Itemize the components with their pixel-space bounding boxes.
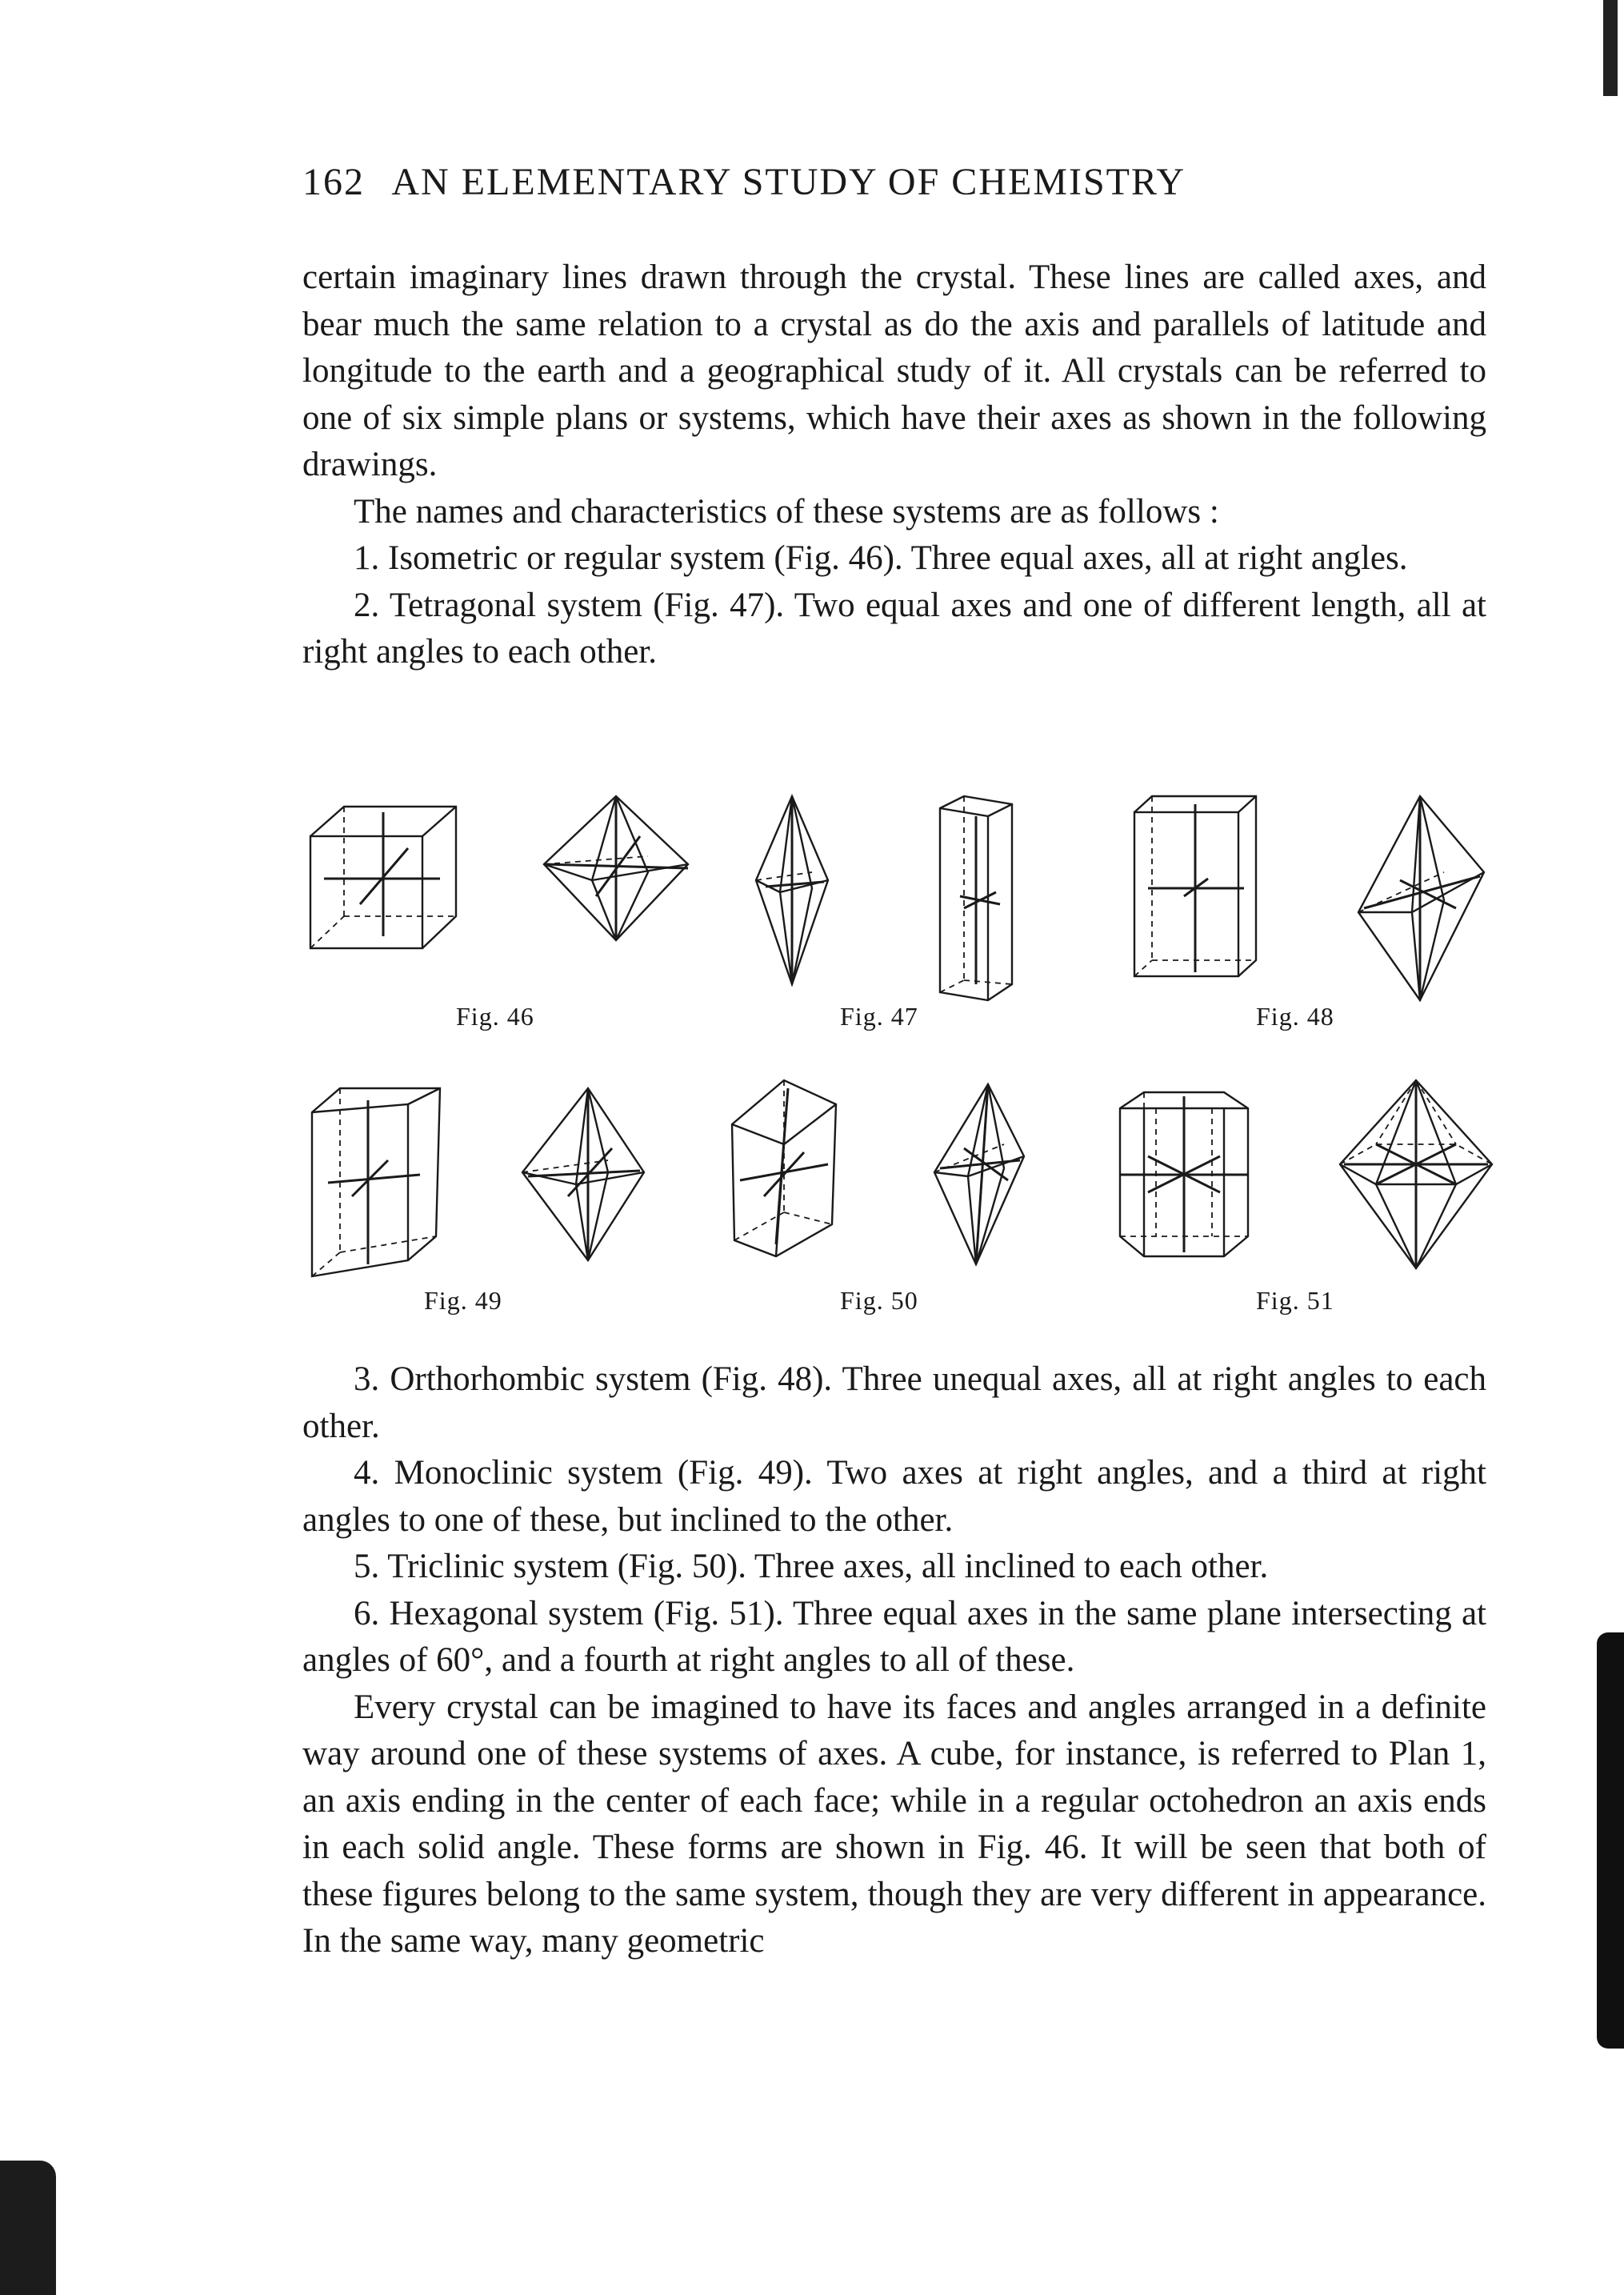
figure-row-1 [296, 792, 1496, 1040]
figure-caption: Fig. 48 [1256, 1002, 1334, 1031]
running-title: AN ELEMENTARY STUDY OF CHEMISTRY [391, 161, 1186, 203]
triclinic-prism-figure [728, 1076, 840, 1268]
triclinic-bipyramid-figure [928, 1080, 1032, 1272]
paragraph: 2. Tetragonal system (Fig. 47). Two equal axes and one of different length, all at right angles to each other. [302, 586, 1486, 671]
orthorhombic-bipyramid-figure [1352, 792, 1488, 1008]
paragraph: 5. Triclinic system (Fig. 50). Three axes, all inclined to each other. [354, 1548, 1269, 1585]
figure-caption: Fig. 50 [840, 1286, 918, 1315]
monoclinic-prism-figure [308, 1080, 448, 1280]
tetragonal-bipyramid-figure [748, 792, 844, 992]
paragraph: The names and characteristics of these systems are as follows : [354, 492, 1219, 531]
paragraph: Every crystal can be imagined to have its faces and angles arranged in a definite way around one of these systems of axes. A cube, for instance, is referred to Plan 1, an axis ending in the center of each face; while in a regular octohedron an axis ends in each solid angle. These forms are shown in Fig. 46. It will be seen that both of these figures belong to the same system, though they are very different in appearance. In the same way, many geometric [302, 1688, 1486, 1960]
paragraph: 3. Orthorhombic system (Fig. 48). Three unequal axes, all at right angles to each other. [302, 1360, 1486, 1445]
figure-caption: Fig. 49 [424, 1286, 502, 1315]
paragraph: 1. Isometric or regular system (Fig. 46). Three equal axes, all at right angles. [354, 539, 1408, 577]
orthorhombic-prism-figure [1128, 792, 1264, 984]
tetragonal-prism-figure [936, 792, 1024, 1008]
running-header [302, 160, 1382, 204]
cube-crystal-figure [304, 800, 464, 960]
hexagonal-bipyramid-figure [1336, 1076, 1496, 1276]
page-number: 162 [302, 161, 365, 203]
figure-caption: Fig. 51 [1256, 1286, 1334, 1315]
body-text-bottom [302, 1356, 1486, 1965]
octahedron-crystal-figure [528, 792, 704, 960]
body-text-top [302, 254, 1486, 676]
page-edge-shadow-top [1603, 0, 1618, 96]
paragraph: 4. Monoclinic system (Fig. 49). Two axes at right angles, and a third at right angles to one of these, but inclined to the other. [302, 1454, 1486, 1539]
page-edge-shadow-left [0, 2161, 56, 2295]
paragraph: certain imaginary lines drawn through the crystal. These lines are called axes, and bear much the same relation to a crystal as do the axis and parallels of latitude and longitude to the earth and a geographical study of it. All crystals can be referred to one of six simple plans or systems, which have their axes as shown in the following drawings. [302, 258, 1486, 483]
hexagonal-prism-figure [1112, 1088, 1256, 1268]
page-edge-shadow-right [1597, 1632, 1624, 2049]
paragraph: 6. Hexagonal system (Fig. 51). Three equal axes in the same plane intersecting at angles of 60°, and a fourth at right angles to all of these. [302, 1594, 1486, 1679]
figure-caption: Fig. 46 [456, 1002, 534, 1031]
figure-row-2 [296, 1076, 1496, 1324]
monoclinic-bipyramid-figure [516, 1084, 652, 1268]
figure-caption: Fig. 47 [840, 1002, 918, 1031]
